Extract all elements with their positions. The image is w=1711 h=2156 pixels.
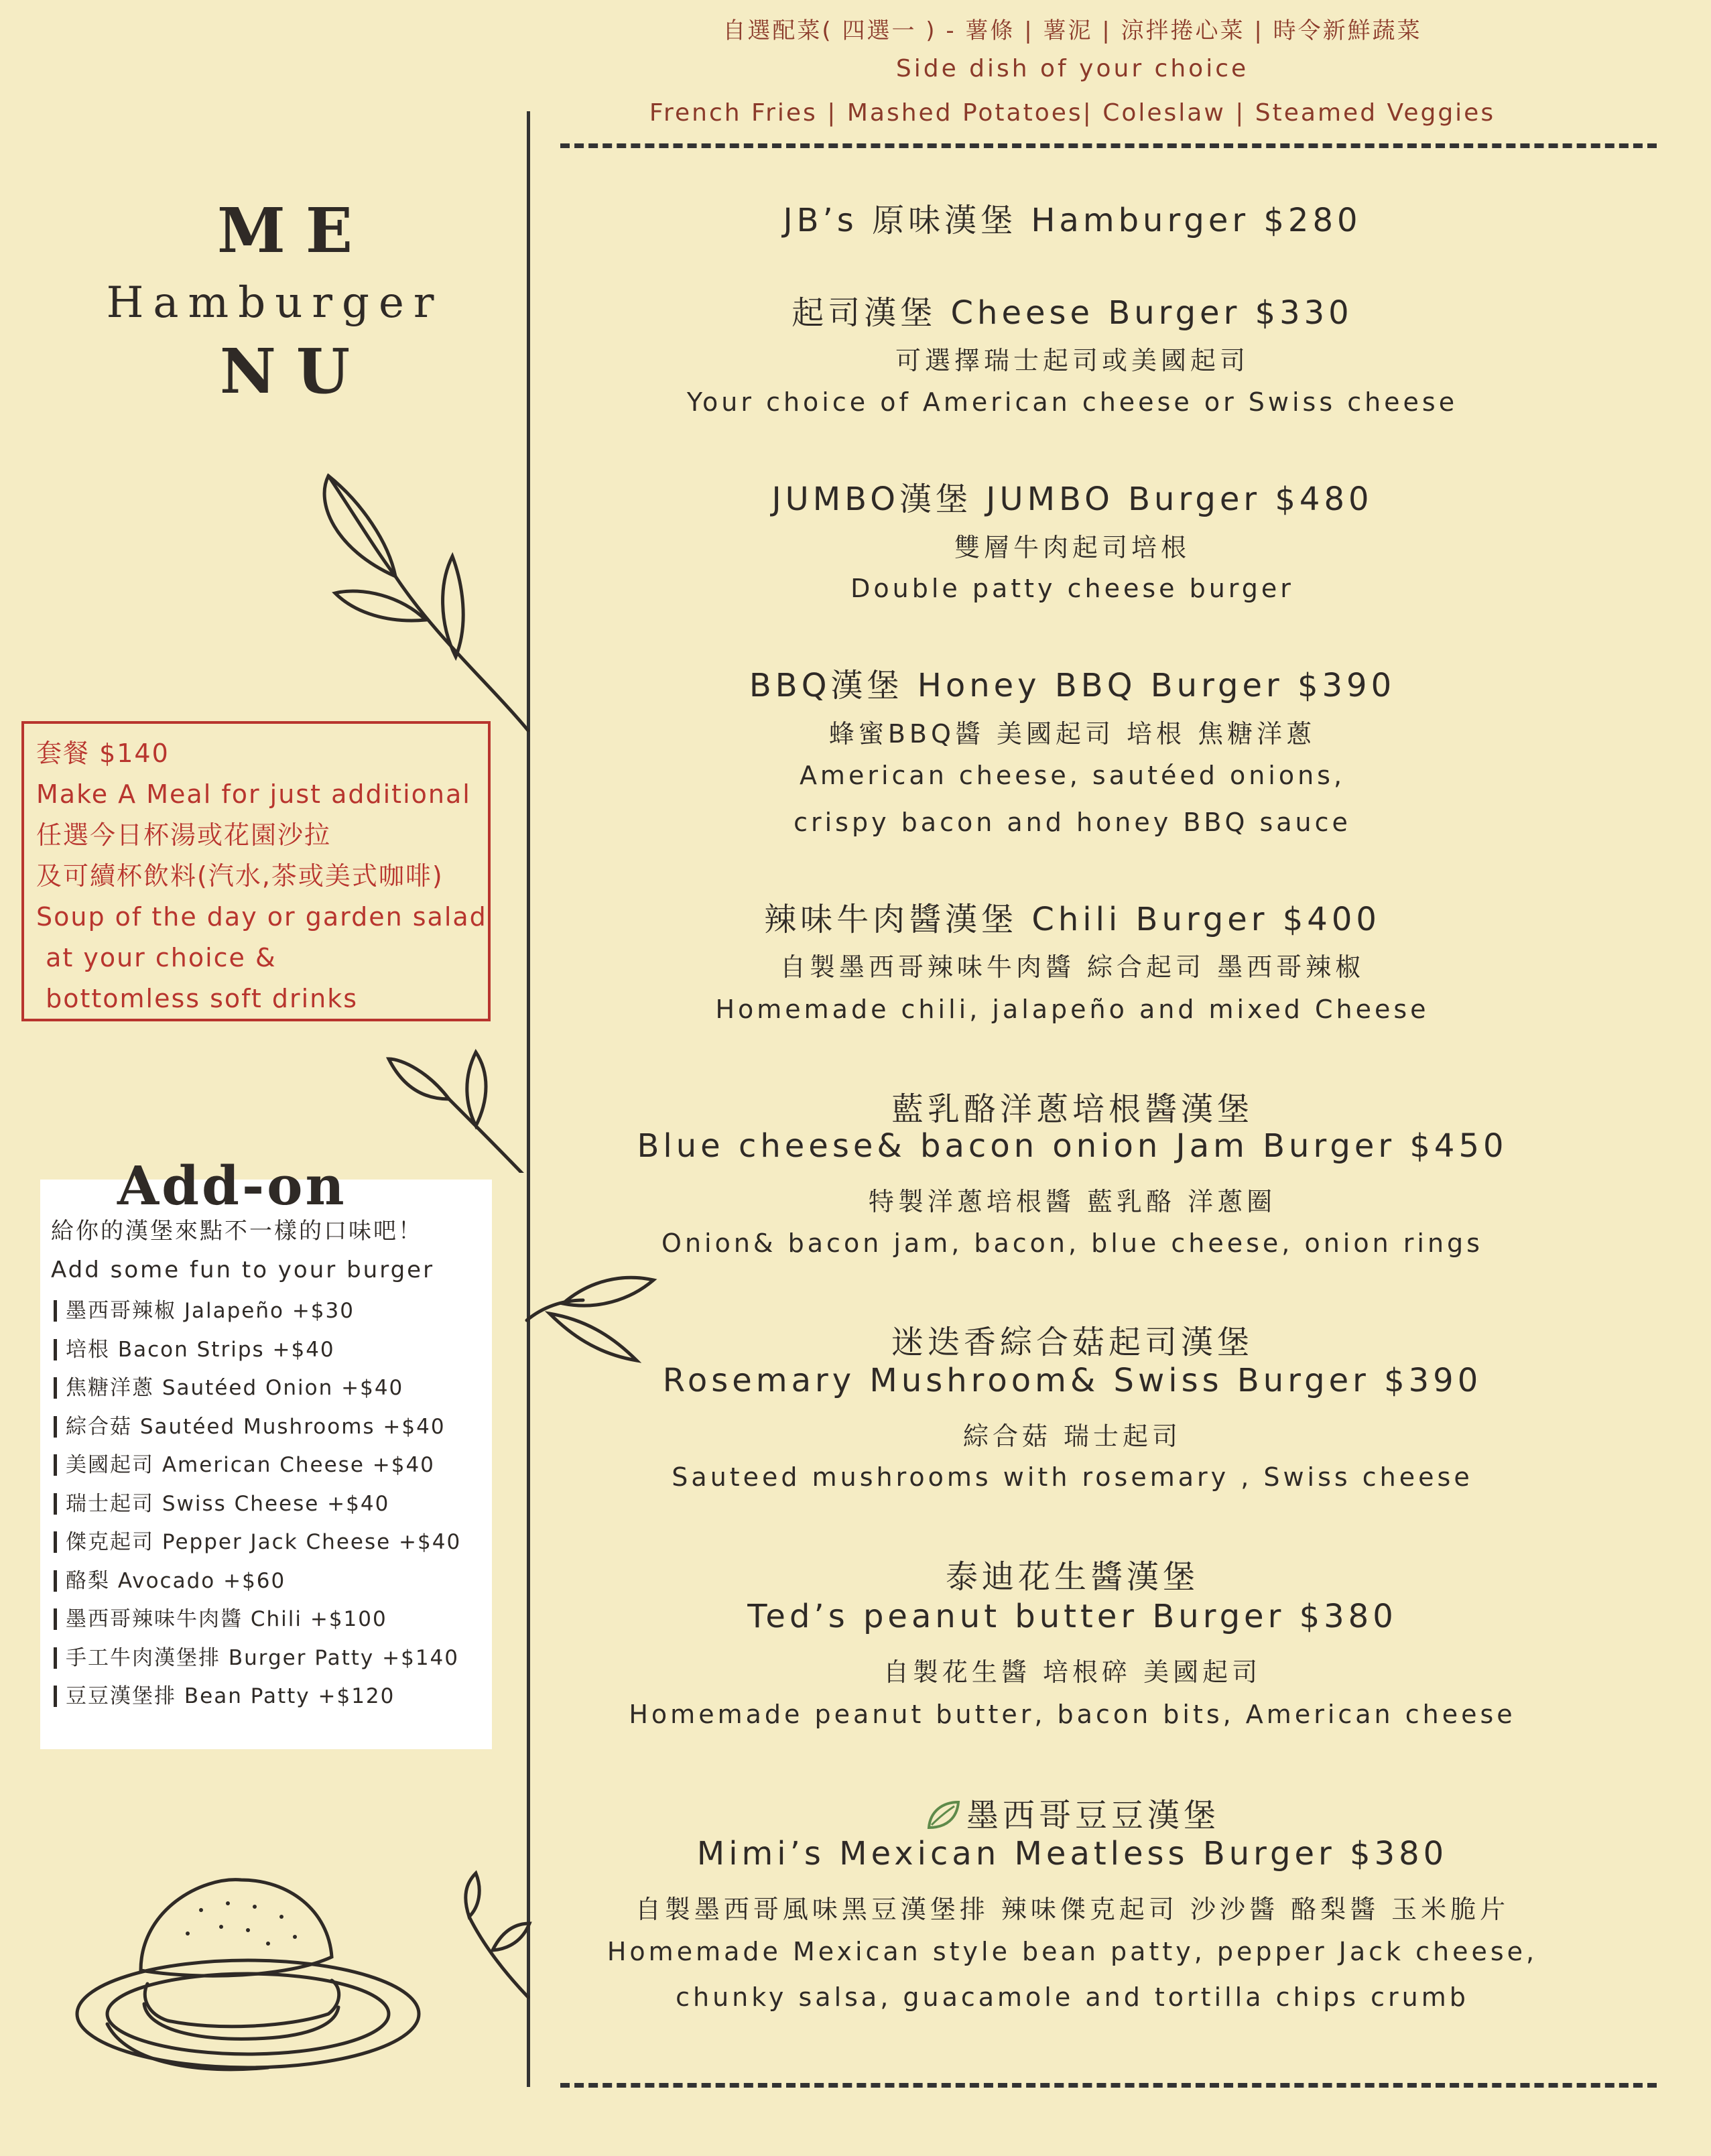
meal-line: 及可續杯飲料(汽水,茶或美式咖啡) bbox=[36, 861, 444, 891]
item-mimi-name: Mimi’s Mexican Meatless Burger $380 bbox=[696, 1835, 1448, 1873]
item-mimi-en1: Homemade Mexican style bean patty, pepper Jack cheese, bbox=[607, 1937, 1538, 1966]
title-nu: NU bbox=[219, 335, 371, 407]
vegetarian-leaf-icon bbox=[925, 1798, 962, 1832]
addon-item: 傑克起司 Pepper Jack Cheese +$40 bbox=[51, 1523, 481, 1562]
addon-subtitle-en: Add some fun to your burger bbox=[51, 1257, 435, 1283]
addon-title: Add-on bbox=[117, 1154, 347, 1217]
title-hamburger: Hamburger bbox=[106, 278, 444, 328]
item-ted-name: Ted’s peanut butter Burger $380 bbox=[747, 1598, 1397, 1635]
item-mimi-cn: 自製墨西哥風味黑豆漢堡排 辣味傑克起司 沙沙醬 酪梨醬 玉米脆片 bbox=[635, 1895, 1510, 1924]
addon-item: 瑞士起司 Swiss Cheese +$40 bbox=[51, 1485, 481, 1524]
item-bbq-name: BBQ漢堡 Honey BBQ Burger $390 bbox=[749, 667, 1396, 704]
addon-item: 美國起司 American Cheese +$40 bbox=[51, 1446, 481, 1485]
item-bbq-en2: crispy bacon and honey BBQ sauce bbox=[794, 808, 1351, 837]
item-rosemary-name-cn: 迷迭香綜合菇起司漢堡 bbox=[891, 1324, 1253, 1361]
item-chili-cn: 自製墨西哥辣味牛肉醬 綜合起司 墨西哥辣椒 bbox=[779, 952, 1365, 982]
item-blue-en: Onion& bacon jam, bacon, blue cheese, onion rings bbox=[661, 1228, 1483, 1258]
item-cheese-en: Your choice of American cheese or Swiss cheese bbox=[686, 387, 1458, 417]
addon-item: 豆豆漢堡排 Bean Patty +$120 bbox=[51, 1677, 481, 1716]
item-hamburger: JB’s 原味漢堡 Hamburger $280 bbox=[783, 202, 1362, 239]
item-rosemary-en: Sauteed mushrooms with rosemary , Swiss cheese bbox=[672, 1462, 1473, 1492]
burger-illustration-icon bbox=[67, 1863, 442, 2078]
item-bbq-en1: American cheese, sautéed onions, bbox=[799, 761, 1346, 790]
item-chili-en: Homemade chili, jalapeño and mixed Cheese bbox=[715, 995, 1430, 1024]
meal-line: 套餐 $140 bbox=[36, 739, 170, 768]
item-jumbo-en: Double patty cheese burger bbox=[850, 574, 1294, 603]
meal-line: Make A Meal for just additional bbox=[36, 779, 471, 809]
item-ted-cn: 自製花生醬 培根碎 美國起司 bbox=[883, 1657, 1262, 1687]
leaf-twig-icon bbox=[429, 1870, 536, 2004]
addon-subtitle-cn: 給你的漢堡來點不一樣的口味吧！ bbox=[51, 1218, 423, 1245]
item-blue-name-cn: 藍乳酪洋蔥培根醬漢堡 bbox=[891, 1090, 1253, 1128]
item-blue-name: Blue cheese& bacon onion Jam Burger $450 bbox=[637, 1127, 1508, 1165]
addon-item: 培根 Bacon Strips +$40 bbox=[51, 1331, 481, 1370]
addon-item: 墨西哥辣椒 Jalapeño +$30 bbox=[51, 1292, 481, 1331]
addon-item: 酪梨 Avocado +$60 bbox=[51, 1562, 481, 1601]
addon-item: 手工牛肉漢堡排 Burger Patty +$140 bbox=[51, 1639, 481, 1678]
side-dish-options: French Fries | Mashed Potatoes| Coleslaw | Steamed Veggies bbox=[649, 99, 1496, 127]
item-mimi-title bbox=[550, 1789, 1595, 1836]
addon-box bbox=[40, 1154, 492, 1749]
item-ted-name-cn: 泰迪花生醬漢堡 bbox=[945, 1558, 1199, 1596]
item-jumbo-name: JUMBO漢堡 JUMBO Burger $480 bbox=[771, 481, 1373, 518]
meal-line: bottomless soft drinks bbox=[36, 984, 359, 1013]
leaf-branch-icon bbox=[288, 462, 536, 744]
item-cheese-name: 起司漢堡 Cheese Burger $330 bbox=[791, 294, 1353, 332]
meal-line: at your choice & bbox=[36, 943, 277, 972]
item-blue-cn: 特製洋蔥培根醬 藍乳酪 洋蔥圈 bbox=[868, 1187, 1277, 1216]
item-mimi-en2: chunky salsa, guacamole and tortilla chips crumb bbox=[676, 1982, 1469, 2012]
leaf-sprig-icon bbox=[375, 1039, 536, 1173]
item-jumbo-cn: 雙層牛肉起司培根 bbox=[954, 533, 1190, 562]
addon-item: 焦糖洋蔥 Sautéed Onion +$40 bbox=[51, 1369, 481, 1408]
title-me: ME bbox=[217, 194, 373, 267]
side-dish-cn: 自選配菜( 四選一 ) - 薯條 | 薯泥 | 涼拌捲心菜 | 時令新鮮蔬菜 bbox=[722, 17, 1422, 44]
item-chili-name: 辣味牛肉醬漢堡 Chili Burger $400 bbox=[764, 901, 1381, 938]
top-divider bbox=[560, 143, 1657, 148]
meal-deal-box bbox=[21, 721, 491, 1021]
item-rosemary-name: Rosemary Mushroom& Swiss Burger $390 bbox=[662, 1362, 1482, 1399]
addon-list bbox=[51, 1292, 481, 1716]
item-bbq-cn: 蜂蜜BBQ醬 美國起司 培根 焦糖洋蔥 bbox=[828, 719, 1316, 749]
item-cheese-cn: 可選擇瑞士起司或美國起司 bbox=[895, 346, 1249, 375]
item-ted-en: Homemade peanut butter, bacon bits, American cheese bbox=[629, 1700, 1516, 1729]
item-mimi-name-cn: 墨西哥豆豆漢堡 bbox=[966, 1797, 1220, 1834]
bottom-divider bbox=[560, 2083, 1657, 2088]
item-rosemary-cn: 綜合菇 瑞士起司 bbox=[962, 1421, 1182, 1451]
meal-line: Soup of the day or garden salad bbox=[36, 902, 487, 932]
meal-line: 任選今日杯湯或花園沙拉 bbox=[36, 820, 332, 850]
addon-item: 墨西哥辣味牛肉醬 Chili +$100 bbox=[51, 1600, 481, 1639]
side-dish-en: Side dish of your choice bbox=[895, 55, 1249, 82]
addon-item: 綜合菇 Sautéed Mushrooms +$40 bbox=[51, 1408, 481, 1447]
